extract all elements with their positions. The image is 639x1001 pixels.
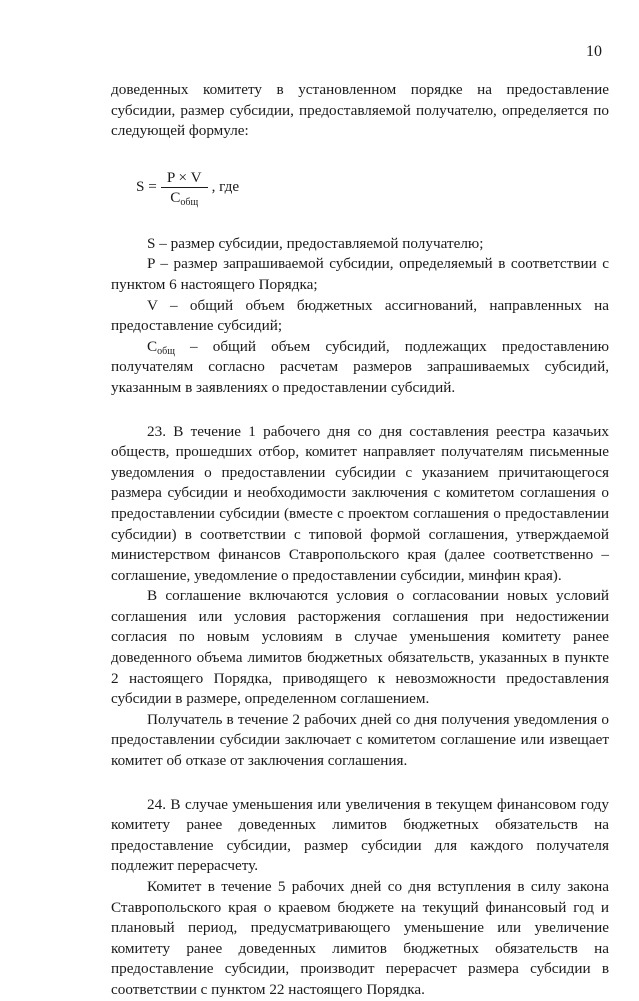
section-24-paragraph-2: Комитет в течение 5 рабочих дней со дня вступления в силу закона Ставропольского края о краевом бюджете на текущий финансовый год и плановый период, предусматривающего уменьшение или увеличение комитету ранее доведенных лимитов бюджетных обязательств на предоставление субсидии, производит перерасчет размера субсидии в соответствии с пунктом 22 настоящего Порядка. — [111, 878, 609, 998]
section-24-paragraph-1: 24. В случае уменьшения или увеличения в текущем финансовом году комитету ранее доведенных лимитов бюджетных обязательств на предоставление субсидии, размер субсидии для каждого получателя подлежит перерасчету. — [111, 795, 609, 875]
definition-c — [111, 337, 609, 399]
formula-denominator-base: С — [170, 188, 181, 206]
definition-c-text: – общий объем субсидий, подлежащих предоставлению получателям согласно расчетам размеров запрашиваемых субсидий, указанным в заявлениях о предоставлении субсидий. — [111, 337, 609, 396]
formula-suffix: , где — [211, 177, 240, 195]
section-23-paragraph-3: Получатель в течение 2 рабочих дней со дня получения уведомления о предоставлении субсидии заключает с комитетом соглашение или извещает комитет об отказе от заключения соглашения. — [111, 710, 609, 770]
definition-v: V – общий объем бюджетных ассигнований, направленных на предоставление субсидий; — [111, 296, 609, 335]
section-23-paragraph-1: 23. В течение 1 рабочего дня со дня составления реестра казачьих обществ, прошедших отбор, комитет направляет получателям письменные уведомления о предоставлении субсидии с указанием причитающегося размера субсидии и необходимости заключения с комитетом соглашения о предоставлении субсидии (вместе с проектом соглашения о предоставлении субсидии) в соответствии с типовой формой соглашения, утверждаемой министерством финансов Ставропольского края (далее соответственно – соглашение, уведомление о предоставлении субсидии, минфин края). — [111, 422, 609, 584]
subsidy-formula — [136, 169, 609, 206]
intro-paragraph: доведенных комитету в установленном порядке на предоставление субсидии, размер субсидии, предоставляемой получателю, определяется по следующей формуле: — [111, 81, 609, 140]
formula-fraction — [161, 169, 208, 206]
section-gap — [111, 399, 609, 422]
definition-c-symbol-sub: общ — [157, 345, 175, 357]
formula-lhs: S = — [136, 177, 157, 195]
formula-denominator-sub: общ — [180, 196, 199, 208]
definition-c-symbol: С — [147, 337, 158, 355]
formula-denominator — [170, 188, 198, 206]
definition-s: S – размер субсидии, предоставляемой получателю; — [147, 234, 484, 252]
page-body — [111, 80, 609, 1001]
page-number: 10 — [586, 43, 602, 60]
definition-p: P – размер запрашиваемой субсидии, определяемый в соответствии с пунктом 6 настоящего Порядка; — [111, 255, 609, 293]
section-23-paragraph-2: В соглашение включаются условия о согласовании новых условий соглашения или условия расторжения соглашения при недостижении согласия по новым условиям в случае уменьшения комитету ранее доведенного объема лимитов бюджетных обязательств, указанных в пункте 2 настоящего Порядка, приводящего к невозможности предоставления субсидии в размере, определенном соглашением. — [111, 587, 609, 708]
section-gap — [111, 772, 609, 795]
formula-numerator: P × V — [161, 169, 208, 188]
